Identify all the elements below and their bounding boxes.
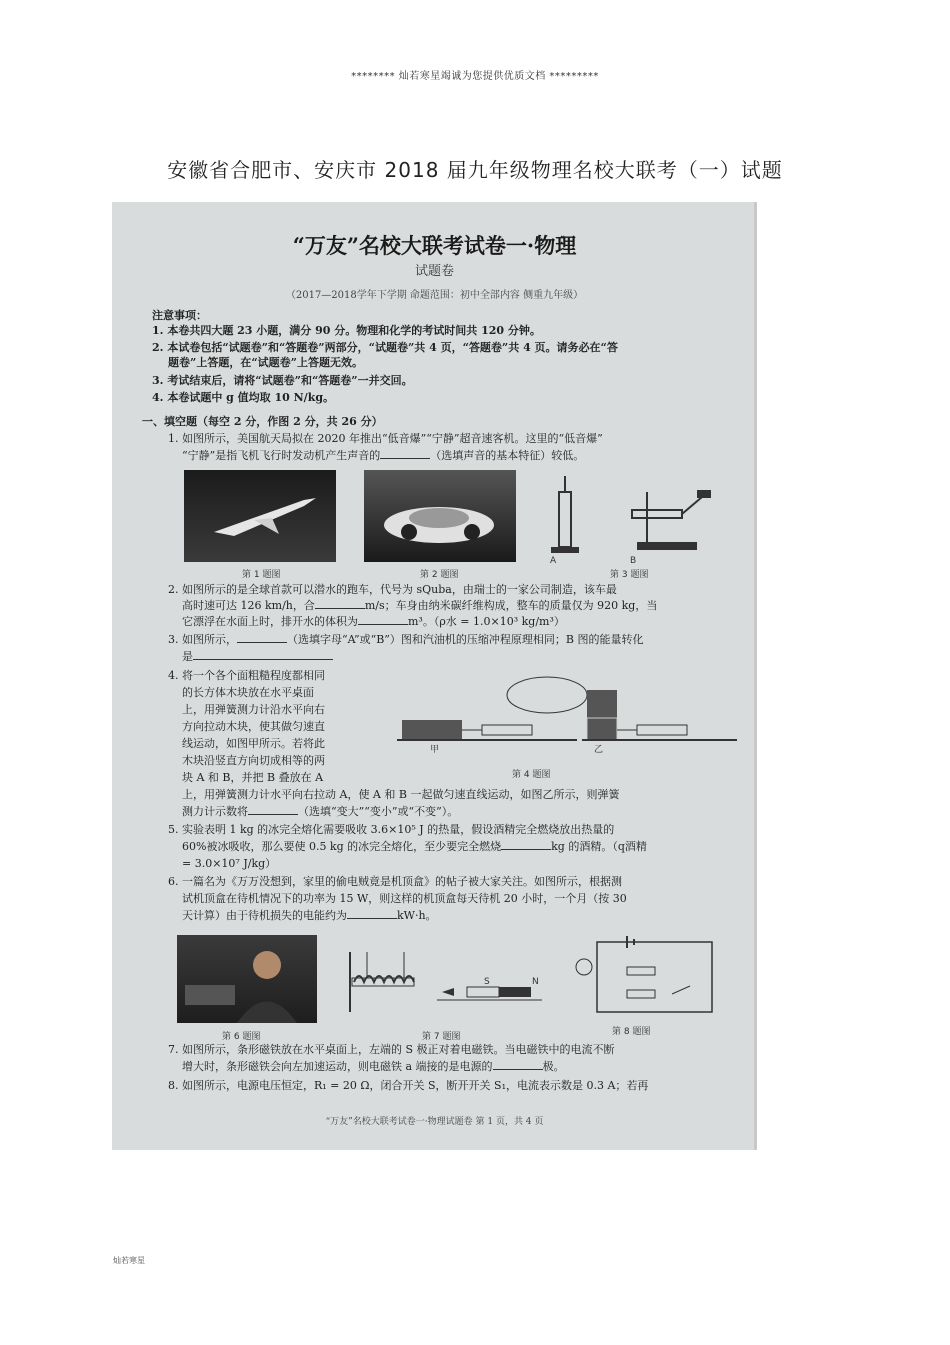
- figure-8-circuit: [572, 932, 742, 1022]
- notes-heading: 注意事项：: [152, 309, 207, 322]
- q5-line-2: [182, 839, 757, 854]
- q5-blank[interactable]: [501, 839, 551, 850]
- q5-text-a: 60%被冰吸收，那么要使 0.5 kg 的冰完全熔化，至少要完全燃烧: [182, 840, 502, 853]
- q2-blank-1[interactable]: [315, 598, 365, 609]
- q4-line-4: 方向拉动木块，使其做匀速直: [182, 720, 325, 733]
- q1-text-a: “宁静”是指飞机飞行时发动机产生声音的: [182, 449, 381, 462]
- q4-line-1: 4. 将一个各个面粗糙程度都相同: [168, 669, 325, 682]
- q5-line-3: = 3.0×10⁷ J/kg）: [182, 857, 277, 870]
- q7-blank[interactable]: [493, 1059, 543, 1070]
- sports-car-icon: [364, 470, 516, 562]
- q4-line-2: 的长方体木块放在水平桌面: [182, 686, 314, 699]
- q6-text-b: kW·h。: [397, 909, 437, 922]
- q1-line-2: [182, 448, 757, 463]
- q7-line-2: [182, 1059, 757, 1074]
- paper-footer: “万友”名校大联考试卷一·物理试题卷 第 1 页，共 4 页: [325, 1117, 544, 1127]
- q7-line-1: 7. 如图所示，条形磁铁放在水平桌面上，左端的 S 极正对着电磁铁。当电磁铁中的电流不断: [168, 1043, 615, 1056]
- person-photo-icon: [177, 935, 317, 1023]
- q4-text-a: 测力计示数将: [182, 805, 248, 818]
- figure-1-aircraft: [184, 470, 336, 562]
- q2-text-b: m/s；车身由纳米碳纤维构成，整车的质量仅为 920 kg，当: [364, 599, 658, 612]
- q3-line-2: [182, 649, 757, 664]
- q2-text-d: m³。（ρ水 = 1.0×10³ kg/m³）: [408, 615, 565, 628]
- q1-blank[interactable]: [380, 448, 430, 459]
- caption-fig-3: 第 3 题图: [610, 570, 649, 580]
- q7-text-a: 增大时，条形磁铁会向左加速运动，则电磁铁 a 端接的是电源的: [182, 1060, 493, 1073]
- q2-line-1: 2. 如图所示的是全球首款可以潜水的跑车，代号为 sQuba，由瑞士的一家公司制造，该车最: [168, 583, 617, 596]
- q4-line-9: [182, 804, 757, 819]
- q2-text-c: 它漂浮在水面上时，排开水的体积为: [182, 615, 358, 628]
- spring-scale-block-diagram: [397, 670, 742, 770]
- caption-fig-4: 第 4 题图: [512, 770, 551, 780]
- figure-7-electromagnet: [342, 942, 542, 1017]
- caption-fig-7: 第 7 题图: [422, 1032, 461, 1042]
- q2-text-a: 高时速可达 126 km/h，合: [182, 599, 315, 612]
- label-a: A: [550, 556, 557, 566]
- note-3: 3. 考试结束后，请将“试题卷”和“答题卷”一并交回。: [152, 374, 413, 387]
- q4-line-5: 线运动，如图甲所示。若将此: [182, 737, 325, 750]
- figure-6-photo: [177, 935, 317, 1023]
- q6-line-1: 6. 一篇名为《万万没想到，家里的偷电贼竟是机顶盒》的帖子被大家关注。如图所示，根据测: [168, 875, 622, 888]
- q5-text-b: kg 的酒精。（q酒精: [551, 840, 647, 853]
- q7-text-b: 极。: [542, 1060, 565, 1073]
- q4-line-3: 上，用弹簧测力计沿水平向右: [182, 703, 325, 716]
- q4-line-6: 木块沿竖直方向切成相等的两: [182, 754, 325, 767]
- q1-line-1: 1. 如图所示，美国航天局拟在 2020 年推出“低音爆”“宁静”超音速客机。这里的“低音爆”: [168, 432, 603, 445]
- note-2: 2. 本试卷包括“试题卷”和“答题卷”两部分，“试题卷”共 4 页，“答题卷”共 4 页。请务必在“答: [152, 341, 618, 354]
- q4-line-8: 上，用弹簧测力计水平向右拉动 A，使 A 和 B 一起做匀速直线运动，如图乙所示，则弹簧: [182, 788, 620, 801]
- electromagnet-and-bar-magnet-diagram: [342, 942, 542, 1017]
- paper-title: “万友”名校大联考试卷一·物理: [292, 233, 577, 258]
- q3-blank-1[interactable]: [237, 632, 287, 643]
- caption-fig-1: 第 1 题图: [242, 570, 281, 580]
- caption-fig-6: 第 6 题图: [222, 1032, 261, 1042]
- circuit-diagram: [572, 932, 742, 1022]
- label-b: B: [630, 556, 637, 566]
- q6-line-2: 试机顶盒在待机情况下的功率为 15 W，则这样的机顶盒每天待机 20 小时，一个月（按 30: [182, 892, 627, 905]
- q3-text-b: （选填字母“A”或“B”）图和汽油机的压缩冲程原理相同；B 图的能量转化: [287, 633, 644, 646]
- label-yi: 乙: [594, 745, 604, 755]
- document-title: 安徽省合肥市、安庆市 2018 届九年级物理名校大联考（一）试题: [167, 158, 783, 182]
- corner-watermark: 灿若寒星: [113, 1256, 145, 1265]
- label-jia: 甲: [430, 745, 440, 755]
- label-n-pole: N: [532, 977, 539, 987]
- page-header: ******** 灿若寒星竭诚为您提供优质文档 *********: [351, 71, 599, 82]
- q2-blank-2[interactable]: [358, 614, 408, 625]
- q3-blank-2[interactable]: [193, 649, 333, 660]
- figure-2-car: [364, 470, 516, 562]
- q4-text-b: （选填“变大”“变小”或“不变”）。: [298, 805, 459, 818]
- q2-line-3: [182, 614, 757, 629]
- q4-line-7: 块 A 和 B，并把 B 叠放在 A: [182, 771, 324, 784]
- note-1: 1. 本卷共四大题 23 小题，满分 90 分。物理和化学的考试时间共 120 分钟。: [152, 324, 541, 337]
- section-1-heading: 一、填空题（每空 2 分，作图 2 分，共 26 分）: [142, 415, 383, 428]
- q3-text-a: 3. 如图所示，: [168, 633, 237, 646]
- scanned-exam-page: [112, 202, 757, 1150]
- q8-line-1: 8. 如图所示，电源电压恒定，R₁ = 20 Ω，闭合开关 S，断开开关 S₁，电流表示数是 0.3 A；若再: [168, 1079, 649, 1092]
- paper-subtitle: 试题卷: [414, 264, 454, 279]
- q6-blank[interactable]: [347, 908, 397, 919]
- q2-line-2: [182, 598, 757, 613]
- note-4: 4. 本卷试题中 g 值均取 10 N/kg。: [152, 391, 335, 404]
- q3-text-c: 是: [182, 650, 193, 663]
- figure-4-friction: [397, 670, 742, 770]
- paper-meta: （2017—2018学年下学期 命题范围：初中全部内容 侧重九年级）: [285, 290, 584, 301]
- label-s-pole: S: [484, 977, 490, 987]
- q3-line-1: [168, 632, 757, 647]
- q6-line-3: [182, 908, 757, 923]
- caption-fig-8: 第 8 题图: [612, 1027, 651, 1037]
- note-2-cont: 题卷”上答题，在“试题卷”上答题无效。: [168, 356, 363, 369]
- caption-fig-2: 第 2 题图: [420, 570, 459, 580]
- q1-text-b: （选填声音的基本特征）较低。: [430, 449, 585, 462]
- q6-text-a: 天计算）由于待机损失的电能约为: [182, 909, 347, 922]
- syringe-and-tube-diagram: [537, 472, 737, 562]
- aircraft-icon: [184, 470, 336, 562]
- q5-line-1: 5. 实验表明 1 kg 的冰完全熔化需要吸收 3.6×10⁵ J 的热量，假设酒精完全燃烧放出热量的: [168, 823, 615, 836]
- q4-blank[interactable]: [248, 804, 298, 815]
- figure-3-apparatus: [537, 472, 737, 562]
